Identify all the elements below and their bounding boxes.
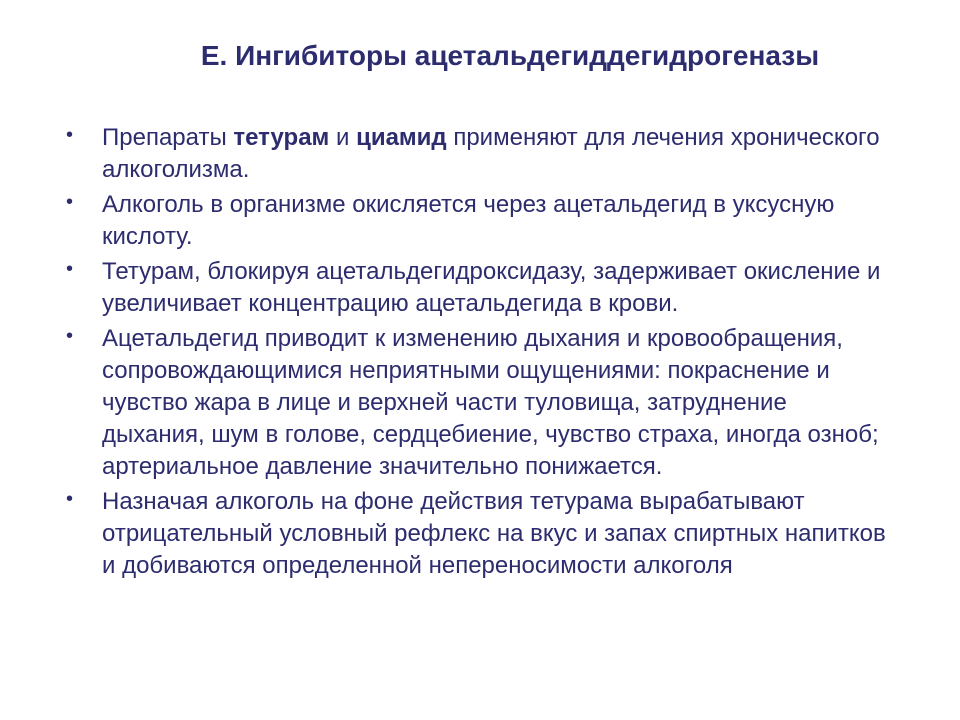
bullet-text-bold: тетурам bbox=[233, 124, 330, 151]
bullet-text bbox=[102, 258, 880, 317]
bullet-item bbox=[66, 486, 886, 582]
bullet-dot-icon: • bbox=[66, 258, 74, 280]
bullet-dot-icon: • bbox=[66, 325, 74, 347]
bullet-text-segment: Ацетальдегид приводит к изменению дыхания и кровообращения, сопровождающимися неприятными ощущениями: покраснение и чувство жара в лице и верхней части туловища, затруднение дыхания, шум в голове, сердцебиение, чувство страха, иногда озноб; артериальное давление значительно понижается. bbox=[102, 325, 879, 480]
bullet-item bbox=[66, 256, 886, 320]
bullet-text-bold: циамид bbox=[356, 124, 447, 151]
bullet-text-segment: Препараты bbox=[102, 124, 234, 151]
bullet-text bbox=[102, 325, 879, 480]
bullet-dot-icon: • bbox=[66, 124, 74, 146]
bullet-text-segment: Алкоголь в организме окисляется через ацетальдегид в уксусную кислоту. bbox=[102, 191, 835, 250]
bullet-item bbox=[66, 122, 886, 186]
bullet-text bbox=[102, 124, 880, 183]
bullet-item bbox=[66, 189, 886, 253]
bullet-list bbox=[66, 122, 886, 585]
bullet-text-segment: Назначая алкоголь на фоне действия тетурама вырабатывают отрицательный условный рефлекс на вкус и запах спиртных напитков и добиваются определенной непереносимости алкоголя bbox=[102, 488, 886, 579]
bullet-text bbox=[102, 191, 834, 250]
bullet-item bbox=[66, 323, 886, 483]
bullet-text-segment: применяют для лечения хронического алкоголизма. bbox=[102, 124, 880, 183]
slide-title: Е. Ингибиторы ацетальдегиддегидрогеназы bbox=[200, 40, 820, 71]
bullet-text bbox=[102, 488, 886, 579]
bullet-dot-icon: • bbox=[66, 191, 74, 213]
bullet-dot-icon: • bbox=[66, 488, 74, 510]
bullet-text-segment: и bbox=[329, 124, 357, 151]
bullet-text-segment: Тетурам, блокируя ацетальдегидроксидазу, задерживает окисление и увеличивает концентрацию ацетальдегида в крови. bbox=[102, 258, 881, 317]
